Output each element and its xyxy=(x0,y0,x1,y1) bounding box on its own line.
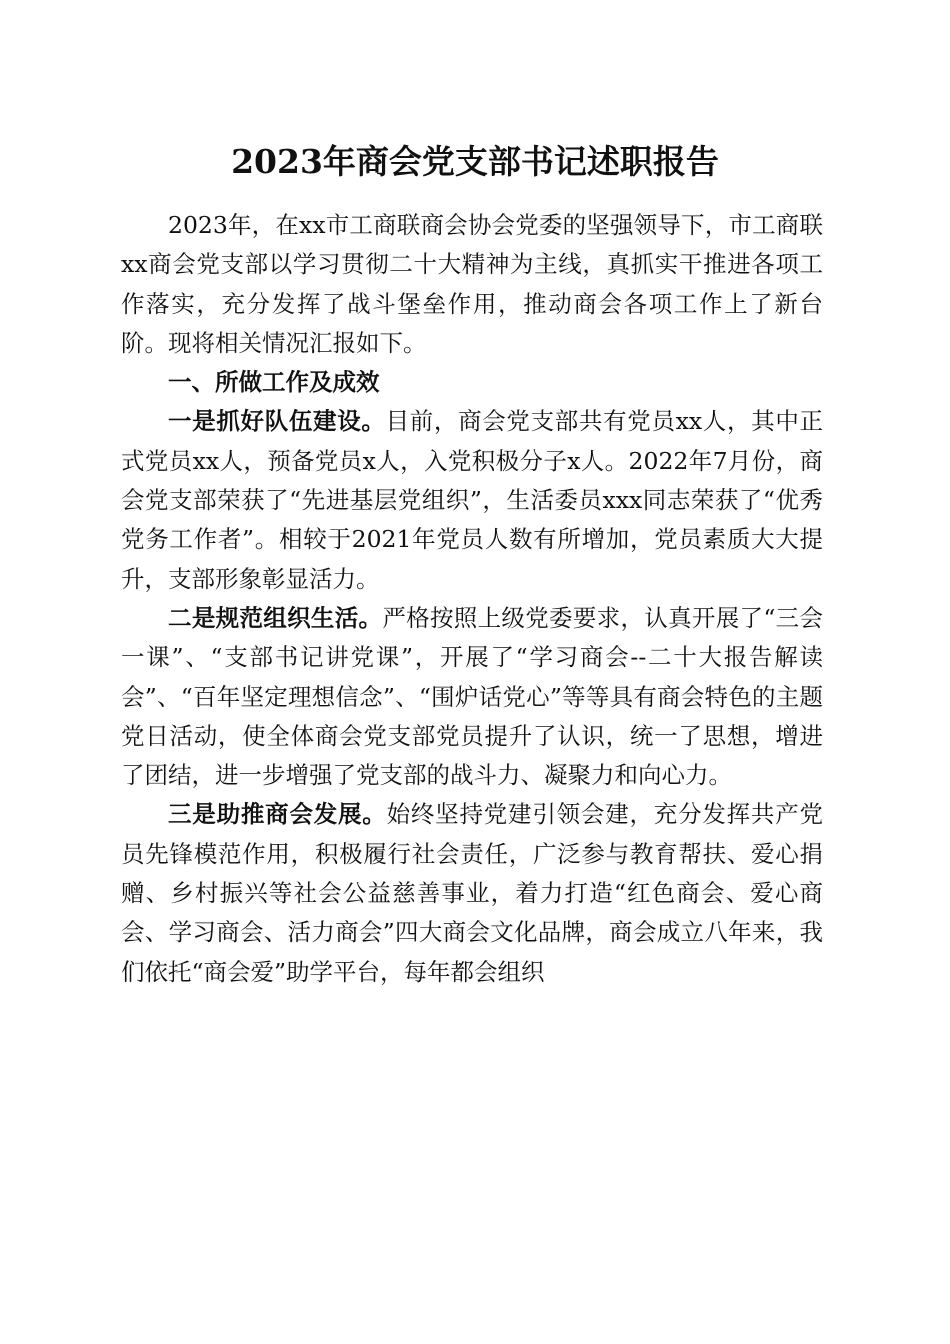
section-heading: 一、所做工作及成效 xyxy=(168,368,380,397)
paragraph-lead: 二是规范组织生活。 xyxy=(168,603,383,632)
document-body xyxy=(121,206,823,992)
paragraph-lead: 三是助推商会发展。 xyxy=(168,800,387,829)
paragraph-organization-life xyxy=(121,599,823,795)
document-title: 2023年商会党支部书记述职报告 xyxy=(231,142,719,181)
paragraph-text: 目前，商会党支部共有党员xx人，其中正式党员xx人，预备党员x人，入党积极分子x人。2022年7月份，商会党支部荣获了“先进基层党组织”，生活委员xxx同志荣获了“优秀党务工作者”。相较于2021年党员人数有所增加，党员素质大大提升，支部形象彰显活力。 xyxy=(121,407,824,593)
paragraph-lead: 一是抓好队伍建设。 xyxy=(168,407,386,436)
paragraph-chamber-development xyxy=(121,795,823,991)
paragraph-team-building xyxy=(121,402,823,598)
intro-paragraph: 2023年，在xx市工商联商会协会党委的坚强领导下，市工商联xx商会党支部以学习贯彻二十大精神为主线，真抓实干推进各项工作落实，充分发挥了战斗堡垒作用，推动商会各项工作上了新台阶。现将相关情况汇报如下。 xyxy=(121,211,823,357)
paragraph-text: 始终坚持党建引领会建，充分发挥共产党员先锋模范作用，积极履行社会责任，广泛参与教育帮扶、爱心捐赠、乡村振兴等社会公益慈善事业，着力打造“红色商会、爱心商会、学习商会、活力商会”四大商会文化品牌，商会成立八年来，我们依托“商会爱”助学平台，每年都会组织 xyxy=(121,800,824,986)
paragraph-text: 严格按照上级党委要求，认真开展了“三会一课”、“支部书记讲党课”，开展了“学习商会--二十大报告解读会”、“百年坚定理想信念”、“围炉话党心”等等具有商会特色的主题党日活动，使全体商会党支部党员提升了认识，统一了思想，增进了团结，进一步增强了党支部的战斗力、凝聚力和向心力。 xyxy=(121,603,823,790)
